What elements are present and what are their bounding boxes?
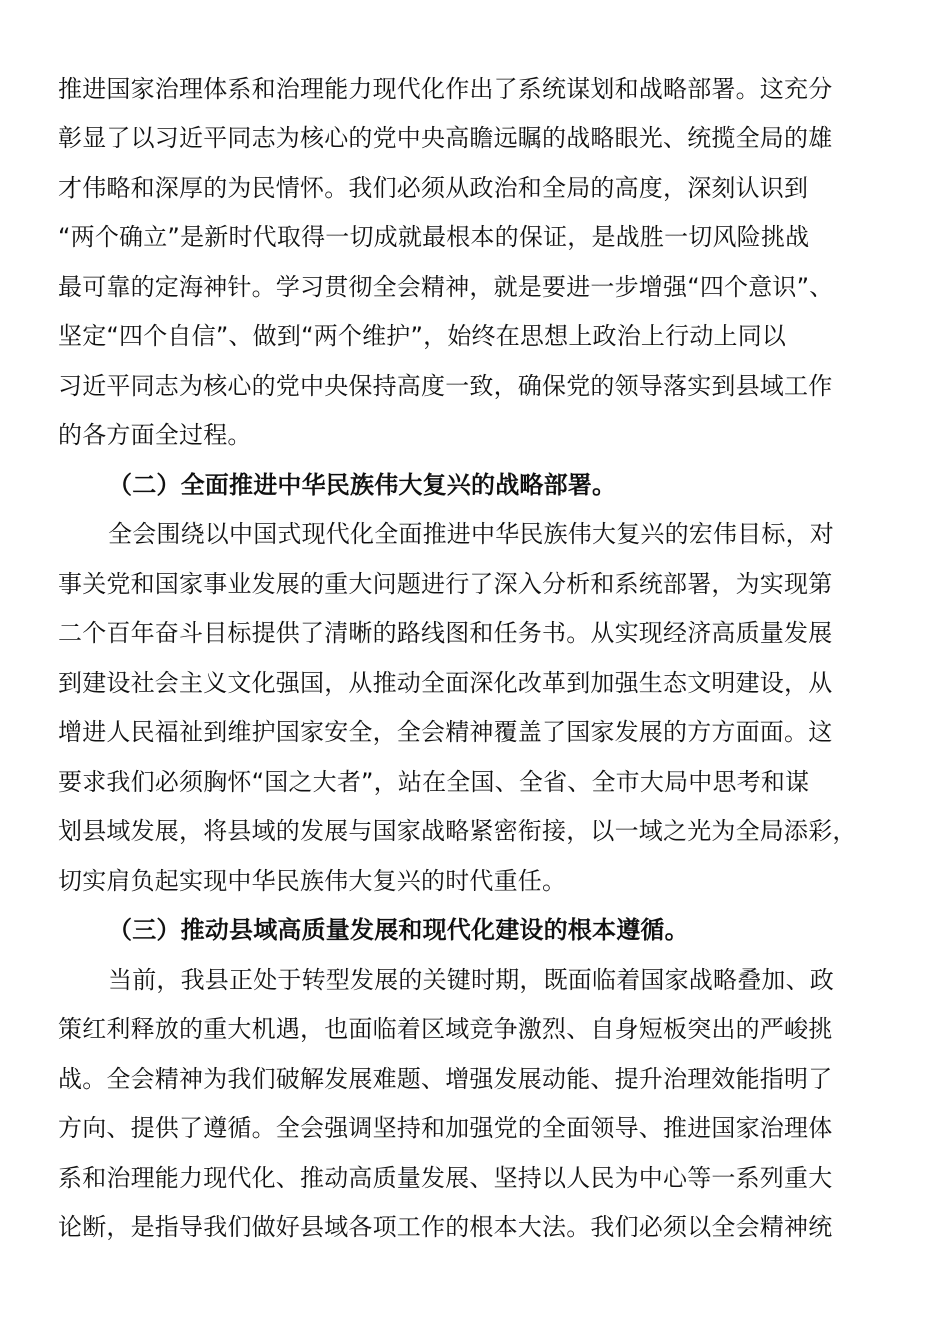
paragraph-first-line: 当前，我县正处于转型发展的关键时期，既面临着国家战略叠加、政 [108,966,834,994]
body-line: 坚定“四个自信”、做到“两个维护”，始终在思想上政治上行动上同以 [58,322,787,350]
body-line: 划县域发展，将县域的发展与国家战略紧密衔接，以一域之光为全局添彩， [58,817,857,845]
body-line: 到建设社会主义文化强国，从推动全面深化改革到加强生态文明建设，从 [58,669,833,697]
body-line: 彰显了以习近平同志为核心的党中央高瞻远瞩的战略眼光、统揽全局的雄 [58,124,833,152]
paragraph-first-line: 全会围绕以中国式现代化全面推进中华民族伟大复兴的宏伟目标，对 [108,520,834,548]
body-line: 增进人民福祉到维护国家安全，全会精神覆盖了国家发展的方方面面。这 [58,718,833,746]
body-line: 事关党和国家事业发展的重大问题进行了深入分析和系统部署，为实现第 [58,570,833,598]
body-line: 论断，是指导我们做好县域各项工作的根本大法。我们必须以全会精神统 [58,1213,833,1241]
body-line: 策红利释放的重大机遇，也面临着区域竞争激烈、自身短板突出的严峻挑 [58,1015,833,1043]
body-line: 切实肩负起实现中华民族伟大复兴的时代重任。 [58,867,567,895]
body-line: 方向、提供了遵循。全会强调坚持和加强党的全面领导、推进国家治理体 [58,1114,833,1142]
body-line: 才伟略和深厚的为民情怀。我们必须从政治和全局的高度，深刻认识到 [58,174,809,202]
section-heading-3: （三）推动县域高质量发展和现代化建设的根本遵循。 [108,916,689,944]
body-line: 最可靠的定海神针。学习贯彻全会精神，就是要进一步增强“四个意识”、 [58,273,834,301]
body-line: 推进国家治理体系和治理能力现代化作出了系统谋划和战略部署。这充分 [58,75,833,103]
body-line: 习近平同志为核心的党中央保持高度一致，确保党的领导落实到县域工作 [58,372,833,400]
body-line: 二个百年奋斗目标提供了清晰的路线图和任务书。从实现经济高质量发展 [58,619,833,647]
section-heading-2: （二）全面推进中华民族伟大复兴的战略部署。 [108,471,617,499]
body-line: 战。全会精神为我们破解发展难题、增强发展动能、提升治理效能指明了 [58,1065,833,1093]
body-line: 的各方面全过程。 [58,421,252,449]
body-line: “两个确立”是新时代取得一切成就最根本的保证，是战胜一切风险挑战 [58,223,810,251]
body-line: 要求我们必须胸怀“国之大者”，站在全国、全省、全市大局中思考和谋 [58,768,810,796]
body-line: 系和治理能力现代化、推动高质量发展、坚持以人民为中心等一系列重大 [58,1164,833,1192]
